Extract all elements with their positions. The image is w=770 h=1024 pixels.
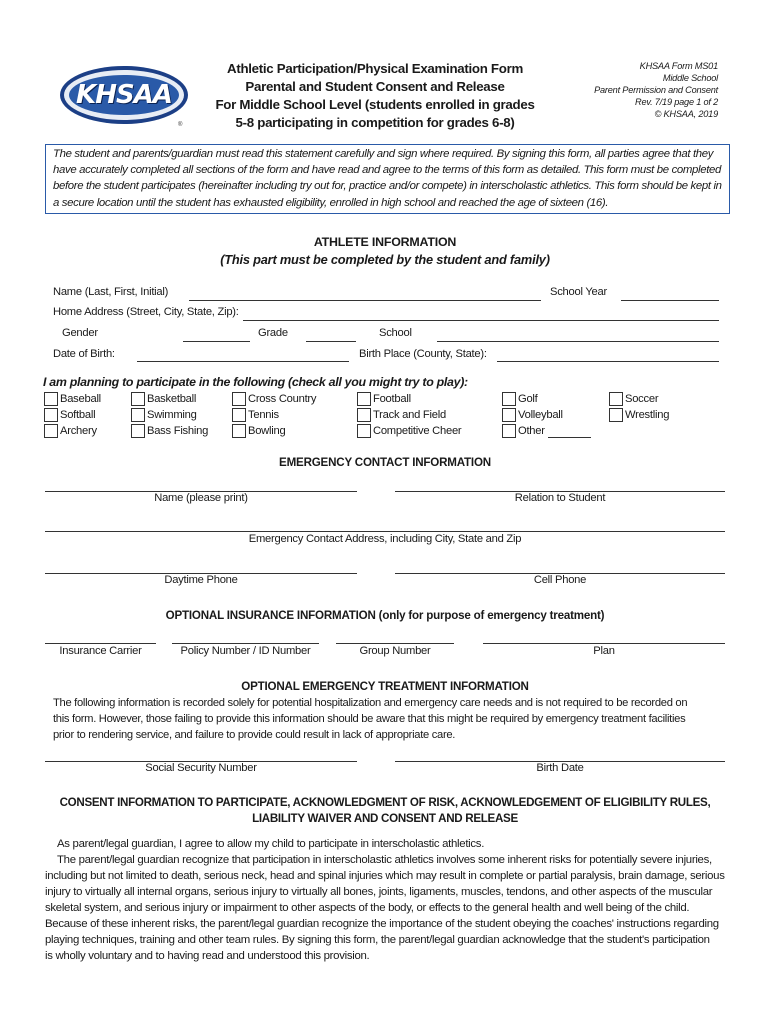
- form-type: Parent Permission and Consent: [594, 85, 718, 95]
- consent-heading-line: LIABILITY WAIVER AND CONSENT AND RELEASE: [252, 812, 518, 825]
- sport-label: Competitive Cheer: [373, 425, 462, 437]
- treatment-line: prior to rendering service, and failure to provide could result in lack of appropriate care.: [53, 729, 456, 741]
- group-number-field[interactable]: [336, 643, 454, 644]
- sport-label: Swimming: [147, 409, 197, 421]
- checkbox[interactable]: [502, 408, 516, 422]
- sport-label: Cross Country: [248, 393, 317, 405]
- form-revision: Rev. 7/19 page 1 of 2: [635, 97, 718, 107]
- title-line: Parental and Student Consent and Release: [245, 79, 505, 94]
- treatment-line: The following information is recorded solely for potential hospitalization and emergency care needs and is not required to be recorded on: [53, 697, 688, 709]
- plan-label: Plan: [593, 645, 615, 657]
- sport-option-competitive-cheer[interactable]: [357, 423, 461, 439]
- ssn-label: Social Security Number: [145, 762, 257, 774]
- consent-line: playing techniques, training and other team rules. By signing this form, the parent/legal guardian acknowledge that the student's participation: [45, 934, 710, 946]
- consent-text: [45, 836, 727, 964]
- athlete-heading: ATHLETE INFORMATION: [313, 235, 457, 249]
- form-copyright: © KHSAA, 2019: [654, 109, 718, 119]
- title-line: 5-8 participating in competition for grades 6-8): [235, 115, 515, 130]
- checkbox[interactable]: [232, 424, 246, 438]
- registered-mark: ®: [178, 122, 183, 128]
- insurance-carrier-label: Insurance Carrier: [59, 645, 142, 657]
- consent-heading: [0, 795, 770, 827]
- home-address-label: Home Address (Street, City, State, Zip):: [53, 306, 239, 318]
- checkbox[interactable]: [357, 408, 371, 422]
- sport-label: Archery: [60, 425, 97, 437]
- grade-label: Grade: [258, 327, 288, 339]
- sport-option-basketball[interactable]: [131, 391, 196, 407]
- intro-notice: The student and parents/guardian must read this statement carefully and sign where required. By signing this form, all parties agree that they have accurately completed all sections of the form and have read and agree to the terms of this form as detailed. This form must be completed before the student participates (hereinafter including try out for, practice and/or compete) in interscholastic athletics. This form should be kept in a secure location until the student has exhausted eligibility, enrolled in high school and reached the age of sixteen (16).: [45, 144, 730, 214]
- sport-label: Bass Fishing: [147, 425, 209, 437]
- consent-line: The parent/legal guardian recognize that participation in interscholastic athletics involves some inherent risks for potentially severe injuries,: [57, 854, 712, 866]
- form-level: Middle School: [662, 73, 718, 83]
- checkbox[interactable]: [131, 408, 145, 422]
- sport-label: Volleyball: [518, 409, 563, 421]
- sport-option-volleyball[interactable]: [502, 407, 563, 423]
- checkbox[interactable]: [502, 424, 516, 438]
- treatment-line: this form. However, those failing to provide this information should be aware that this might be required by emergency treatment facilities: [53, 713, 686, 725]
- emergency-relation-label: Relation to Student: [514, 492, 606, 504]
- birth-date-label: Birth Date: [536, 762, 584, 774]
- gender-field[interactable]: [183, 341, 250, 342]
- logo-badge: [69, 75, 179, 115]
- sport-option-golf[interactable]: [502, 391, 538, 407]
- checkbox[interactable]: [357, 424, 371, 438]
- checkbox[interactable]: [609, 392, 623, 406]
- insurance-heading: OPTIONAL INSURANCE INFORMATION (only for purpose of emergency treatment): [165, 609, 605, 622]
- consent-line: skeletal system, and serious injury or impairment to other aspects of the body, or effects to the general health and well being of the child.: [45, 902, 690, 914]
- sport-label: Softball: [60, 409, 96, 421]
- sport-option-football[interactable]: [357, 391, 411, 407]
- consent-line: including but not limited to death, serious neck, head and spinal injuries which may result in complete or partial paralysis, brain damage, serious: [45, 870, 725, 882]
- checkbox[interactable]: [357, 392, 371, 406]
- checkbox[interactable]: [232, 408, 246, 422]
- sports-prompt: I am planning to participate in the following (check all you might try to play):: [43, 375, 468, 389]
- form-title: [200, 60, 550, 132]
- insurance-carrier-field[interactable]: [45, 643, 156, 644]
- sport-option-softball[interactable]: [44, 407, 95, 423]
- consent-line: injury to virtually all internal organs, serious injury to virtually all bones, joints, ligaments, muscles, tendons, and other aspects of the muscular: [45, 886, 713, 898]
- checkbox[interactable]: [44, 408, 58, 422]
- other-sport-field[interactable]: [548, 437, 591, 438]
- sport-option-bass-fishing[interactable]: [131, 423, 208, 439]
- dob-label: Date of Birth:: [53, 348, 115, 360]
- home-address-field[interactable]: [243, 320, 719, 321]
- sport-label: Baseball: [60, 393, 101, 405]
- sport-label: Bowling: [248, 425, 286, 437]
- sport-label: Wrestling: [625, 409, 670, 421]
- checkbox[interactable]: [44, 424, 58, 438]
- plan-field[interactable]: [483, 643, 725, 644]
- cell-phone-label: Cell Phone: [533, 574, 587, 586]
- sport-option-archery[interactable]: [44, 423, 97, 439]
- sport-label: Basketball: [147, 393, 197, 405]
- sport-label: Tennis: [248, 409, 279, 421]
- sport-label: Golf: [518, 393, 538, 405]
- emergency-address-label: Emergency Contact Address, including City, State and Zip: [248, 533, 522, 545]
- sport-label: Football: [373, 393, 411, 405]
- sport-label: Track and Field: [373, 409, 446, 421]
- policy-number-field[interactable]: [172, 643, 319, 644]
- school-label: School: [379, 327, 412, 339]
- sport-option-swimming[interactable]: [131, 407, 197, 423]
- sport-label: Soccer: [625, 393, 659, 405]
- sport-option-other[interactable]: [502, 423, 545, 439]
- checkbox[interactable]: [131, 424, 145, 438]
- emergency-heading: EMERGENCY CONTACT INFORMATION: [279, 456, 491, 469]
- athlete-subheading: (This part must be completed by the student and family): [220, 252, 550, 267]
- emergency-address-field[interactable]: [45, 531, 725, 532]
- name-field[interactable]: [189, 300, 541, 301]
- title-line: Athletic Participation/Physical Examination Form: [227, 61, 523, 76]
- consent-line: Because of these inherent risks, the parent/legal guardian recognize the importance of the student obeying the coaches' instructions regarding: [45, 918, 719, 930]
- checkbox[interactable]: [232, 392, 246, 406]
- treatment-text: [53, 695, 725, 743]
- consent-line: As parent/legal guardian, I agree to allow my child to participate in interscholastic athletics.: [57, 838, 485, 850]
- sport-option-cross-country[interactable]: [232, 391, 316, 407]
- consent-heading-line: CONSENT INFORMATION TO PARTICIPATE, ACKNOWLEDGMENT OF RISK, ACKNOWLEDGEMENT OF ELIGIBILITY RULES,: [59, 796, 711, 809]
- sport-option-track-and-field[interactable]: [357, 407, 446, 423]
- consent-line: is wholly voluntary and to having read and understood this provision.: [45, 950, 370, 962]
- form-id: KHSAA Form MS01: [639, 61, 718, 71]
- checkbox[interactable]: [609, 408, 623, 422]
- sport-option-baseball[interactable]: [44, 391, 101, 407]
- sport-option-tennis[interactable]: [232, 407, 279, 423]
- form-meta: [518, 60, 718, 120]
- checkbox[interactable]: [131, 392, 145, 406]
- sport-option-wrestling[interactable]: [609, 407, 669, 423]
- birth-place-label: Birth Place (County, State):: [359, 348, 487, 360]
- logo-text: KHSAA: [76, 80, 172, 110]
- sport-label: Other: [518, 425, 545, 437]
- birth-place-field[interactable]: [497, 361, 719, 362]
- school-year-field[interactable]: [621, 300, 719, 301]
- policy-number-label: Policy Number / ID Number: [180, 645, 311, 657]
- checkbox[interactable]: [44, 392, 58, 406]
- gender-label: Gender: [62, 327, 98, 339]
- school-year-label: School Year: [550, 286, 607, 298]
- sport-option-bowling[interactable]: [232, 423, 285, 439]
- group-number-label: Group Number: [359, 645, 431, 657]
- checkbox[interactable]: [502, 392, 516, 406]
- title-line: For Middle School Level (students enrolled in grades: [215, 97, 535, 112]
- dob-field[interactable]: [137, 361, 349, 362]
- treatment-heading: OPTIONAL EMERGENCY TREATMENT INFORMATION: [241, 680, 529, 693]
- khsaa-logo: [60, 66, 188, 124]
- name-label: Name (Last, First, Initial): [53, 286, 169, 298]
- day-phone-label: Daytime Phone: [164, 574, 238, 586]
- emergency-name-label: Name (please print): [154, 492, 248, 504]
- sport-option-soccer[interactable]: [609, 391, 658, 407]
- school-field[interactable]: [437, 341, 719, 342]
- grade-field[interactable]: [306, 341, 356, 342]
